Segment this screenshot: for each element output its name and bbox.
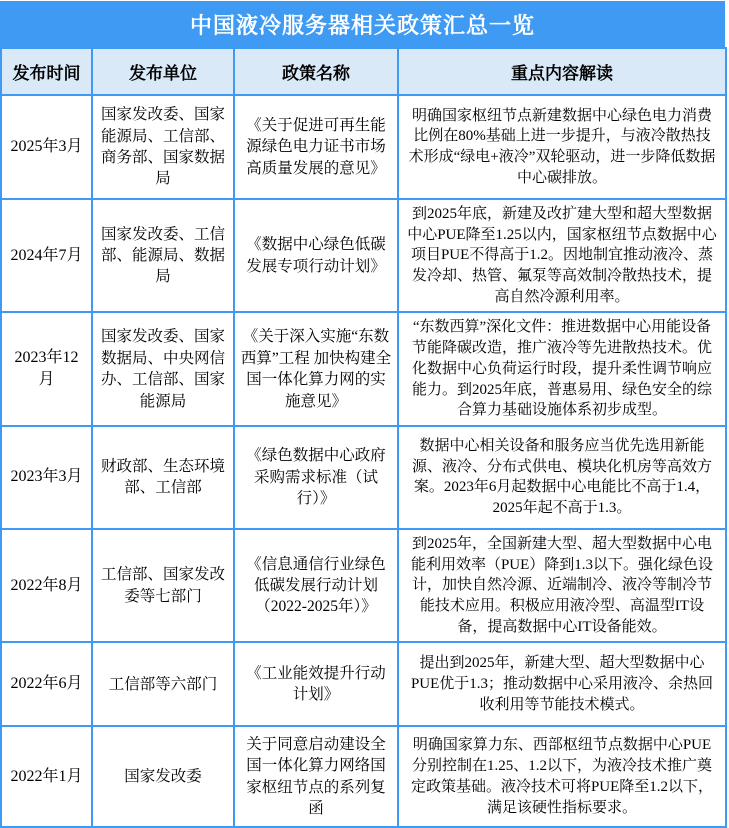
cell-policy-name: 《关于深入实施“东数西算”工程 加快构建全国一体化算力网的实施意见》 [234,312,398,425]
table-header [1,48,726,95]
col-header-publish-date: 发布时间 [1,48,92,95]
page-title: 中国液冷服务器相关政策汇总一览 [0,1,725,48]
table-row [1,199,726,312]
table-row [1,642,726,726]
table-row [1,529,726,642]
col-header-publisher: 发布单位 [92,48,234,95]
table-row [1,95,726,199]
table-row [1,312,726,425]
header-row [1,48,726,95]
cell-publish-date: 2022年8月 [1,529,92,642]
cell-publish-date: 2022年1月 [1,726,92,827]
cell-policy-name: 关于同意启动建设全国一体化算力网络国家枢纽节点的系列复函 [234,726,398,827]
cell-publish-date: 2025年3月 [1,95,92,199]
table-row [1,726,726,827]
cell-publisher: 国家发改委、工信部、能源局、数据局 [92,199,234,312]
cell-publisher: 国家发改委 [92,726,234,827]
cell-publisher: 国家发改委、国家数据局、中央网信办、工信部、国家能源局 [92,312,234,425]
cell-policy-name: 《数据中心绿色低碳发展专项行动计划》 [234,199,398,312]
cell-publisher: 国家发改委、国家能源局、工信部、商务部、国家数据局 [92,95,234,199]
cell-policy-name: 《关于促进可再生能源绿色电力证书市场高质量发展的意见》 [234,95,398,199]
cell-policy-name: 《信息通信行业绿色低碳发展行动计划（2022-2025年）》 [234,529,398,642]
cell-key-content: 数据中心相关设备和服务应当优先选用新能源、液冷、分布式供电、模块化机房等高效方案。2023年6月起数据中心电能比不高于1.4，2025年起不高于1.3。 [398,426,726,529]
cell-key-content: 到2025年，全国新建大型、超大型数据中心电能利用效率（PUE）降到1.3以下。强化绿色设计，加快自然冷源、近端制冷、液冷等制冷节能技术应用。积极应用液冷型、高温型IT设备，提高数据中心IT设备能效。 [398,529,726,642]
cell-policy-name: 《绿色数据中心政府采购需求标准（试行）》 [234,426,398,529]
cell-key-content: 明确国家枢纽节点新建数据中心绿色电力消费比例在80%基础上进一步提升，与液冷散热技术形成“绿电+液冷”双轮驱动，进一步降低数据中心碳排放。 [398,95,726,199]
cell-publish-date: 2023年12月 [1,312,92,425]
cell-publisher: 财政部、生态环境部、工信部 [92,426,234,529]
table-row [1,426,726,529]
cell-key-content: “东数西算”深化文件：推进数据中心用能设备节能降碳改造，推广液冷等先进散热技术。优化数据中心负荷运行时段，提升柔性调节响应能力。到2025年底，普惠易用、绿色安全的综合算力基础设施体系初步成型。 [398,312,726,425]
cell-key-content: 提出到2025年，新建大型、超大型数据中心PUE优于1.3；推动数据中心采用液冷、余热回收利用等节能技术模式。 [398,642,726,726]
col-header-key-content: 重点内容解读 [398,48,726,95]
col-header-policy-name: 政策名称 [234,48,398,95]
cell-publish-date: 2022年6月 [1,642,92,726]
cell-key-content: 明确国家算力东、西部枢纽节点数据中心PUE分别控制在1.25、1.2以下，为液冷技术推广奠定政策基础。液冷技术可将PUE降至1.2以下，满足该硬性指标要求。 [398,726,726,827]
policy-table [0,47,727,828]
cell-publish-date: 2024年7月 [1,199,92,312]
cell-key-content: 到2025年底，新建及改扩建大型和超大型数据中心PUE降至1.25以内，国家枢纽节点数据中心项目PUE不得高于1.2。因地制宜推动液冷、蒸发冷却、热管、氟泵等高效制冷散热技术，提高自然冷源利用率。 [398,199,726,312]
cell-publisher: 工信部等六部门 [92,642,234,726]
cell-publisher: 工信部、国家发改委等七部门 [92,529,234,642]
cell-publish-date: 2023年3月 [1,426,92,529]
cell-policy-name: 《工业能效提升行动计划》 [234,642,398,726]
table-body [1,95,726,827]
